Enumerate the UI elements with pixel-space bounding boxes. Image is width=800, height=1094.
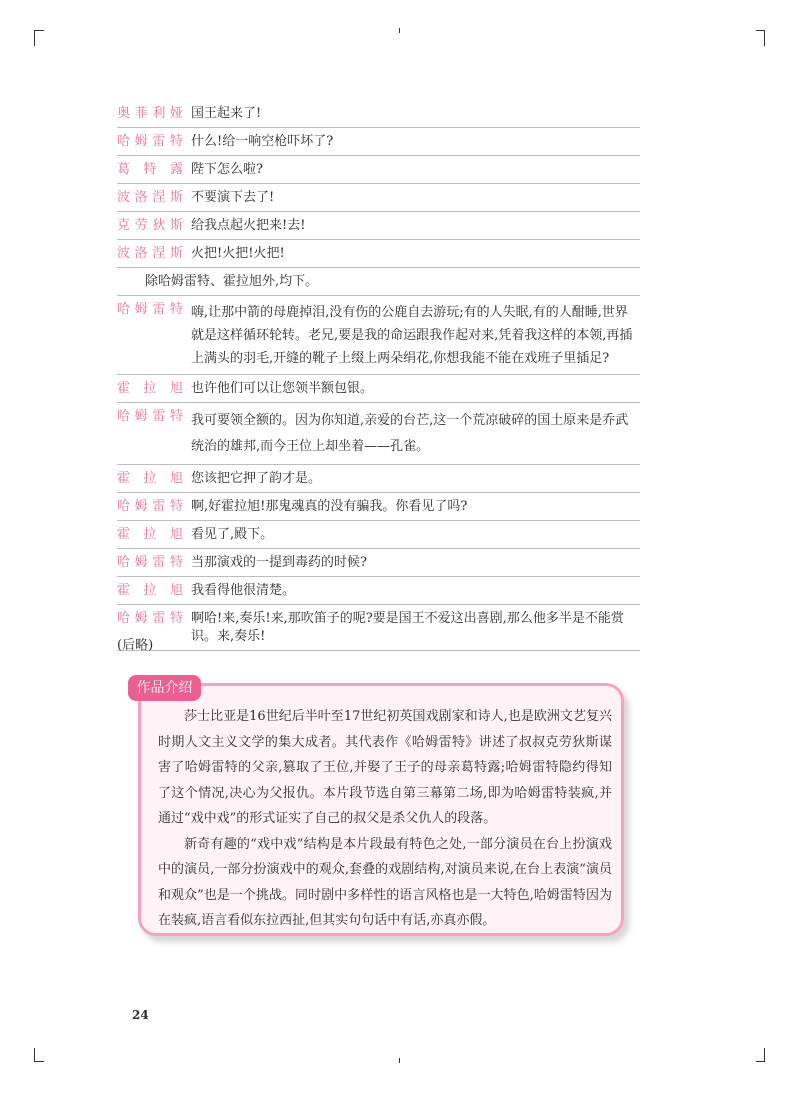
speaker-name: 霍拉旭 — [117, 381, 183, 396]
dialogue-line: 嗨,让那中箭的母鹿掉泪,没有伤的公鹿自去游玩;有的人失眠,有的人酣睡,世界就是这样循环轮转。老兄,要是我的命运跟我作起对来,凭着我这样的本领,再插上满头的羽毛,开缝的靴子上缀上两朵绢花,你想我能不能在戏班子里插足? — [191, 305, 633, 366]
dialogue-line: 啊哈!来,奏乐!来,那吹笛子的呢?要是国王不爱这出喜剧,那么他多半是不能赏识。来,奏乐! — [191, 611, 624, 644]
speaker-name: 克劳狄斯 — [117, 218, 183, 233]
dialogue-row — [117, 549, 640, 577]
dialogue-line: 什么!给一响空枪吓坏了? — [191, 134, 334, 149]
dialogue-line: 我看得他很清楚。 — [191, 583, 296, 598]
speaker-name: 霍拉旭 — [117, 527, 183, 542]
speaker-name: 哈姆雷特 — [117, 611, 183, 626]
crop-mark-top-left-h — [34, 30, 44, 31]
dialogue-line: 陛下怎么啦? — [191, 162, 263, 177]
dialogue-line: 给我点起火把来!去! — [191, 218, 306, 233]
dialogue-line: 看见了,殿下。 — [191, 527, 274, 542]
intro-paragraph: 新奇有趣的“戏中戏”结构是本片段最有特色之处,一部分演员在台上扮演戏中的演员,一部分扮演戏中的观众,套叠的戏剧结构,对演员来说,在台上表演“演员和观众”也是一个挑战。同时剧中多样性的语言风格也是一大特色,哈姆雷特因为在装疯,语言看似东拉西扯,但其实句句话中有话,亦真亦假。 — [158, 836, 612, 928]
speaker-name: 哈姆雷特 — [117, 499, 183, 514]
dialogue-row — [117, 240, 640, 268]
speaker-name: 波洛涅斯 — [117, 190, 183, 205]
speaker-name: 霍拉旭 — [117, 471, 183, 486]
crop-mark-bottom-left-v — [34, 1048, 35, 1062]
dialogue-row — [117, 605, 640, 651]
dialogue-line: 也许他们可以让您领半额包银。 — [191, 381, 374, 396]
intro-paragraph: 莎士比亚是16世纪后半叶至17世纪初英国戏剧家和诗人,也是欧洲文艺复兴时期人文主义文学的集大成者。其代表作《哈姆雷特》讲述了叔叔克劳狄斯谋害了哈姆雷特的父亲,篡取了王位,并娶了王子的母亲葛特露;哈姆雷特隐约得知了这个情况,决心为父报仇。本片段节选自第三幕第二场,即为哈姆雷特装疯,并通过“戏中戏”的形式证实了自己的叔父是杀父仇人的段落。 — [158, 709, 612, 826]
dialogue-row — [117, 577, 640, 605]
dialogue-line: 啊,好霍拉旭!那鬼魂真的没有骗我。你看见了吗? — [191, 499, 468, 514]
crop-mark-top-center — [399, 28, 400, 33]
crop-mark-bottom-left-h — [34, 1061, 44, 1062]
dialogue-row — [117, 100, 640, 128]
crop-mark-top-left-v — [34, 30, 35, 46]
speaker-name: 哈姆雷特 — [117, 134, 183, 149]
dialogue-line: 当那演戏的一提到毒药的时候? — [191, 555, 367, 570]
speaker-name: 奥菲利娅 — [117, 106, 183, 121]
page-number: 24 — [132, 1008, 149, 1022]
speaker-name: 哈姆雷特 — [117, 409, 183, 424]
dialogue-line: 火把!火把!火把! — [191, 246, 285, 261]
speaker-name: 霍拉旭 — [117, 583, 183, 598]
dialogue-row — [117, 465, 640, 493]
speaker-name: 波洛涅斯 — [117, 246, 183, 261]
dialogue-row — [117, 521, 640, 549]
speaker-name: 哈姆雷特 — [117, 555, 183, 570]
crop-mark-top-right-h — [756, 30, 765, 31]
stage-direction: 除哈姆雷特、霍拉旭外,均下。 — [117, 268, 640, 296]
omitted-note: (后略) — [117, 638, 154, 653]
speaker-name: 哈姆雷特 — [117, 302, 183, 317]
crop-mark-bottom-right-v — [764, 1048, 765, 1062]
dialogue-line: 我可要领全额的。因为你知道,亲爱的台芒,这一个荒凉破碎的国土原来是乔武统治的雄邦,而今王位上却坐着——孔雀。 — [191, 413, 629, 454]
dialogue-row — [117, 296, 640, 375]
intro-title: 作品介绍 — [128, 675, 201, 701]
dialogue-row — [117, 156, 640, 184]
speaker-name: 葛特露 — [117, 162, 183, 177]
dialogue-table — [117, 100, 640, 651]
dialogue-row — [117, 493, 640, 521]
dialogue-line: 国王起来了! — [191, 106, 262, 121]
crop-mark-top-right-v — [764, 30, 765, 46]
dialogue-line: 不要演下去了! — [191, 190, 275, 205]
crop-mark-bottom-right-h — [756, 1061, 765, 1062]
dialogue-row — [117, 375, 640, 403]
dialogue-row — [117, 184, 640, 212]
dialogue-line: 您该把它押了韵才是。 — [191, 471, 322, 486]
dialogue-row — [117, 403, 640, 465]
crop-mark-bottom-center — [399, 1058, 400, 1063]
dialogue-row — [117, 128, 640, 156]
dialogue-row — [117, 212, 640, 240]
intro-text — [158, 704, 612, 934]
